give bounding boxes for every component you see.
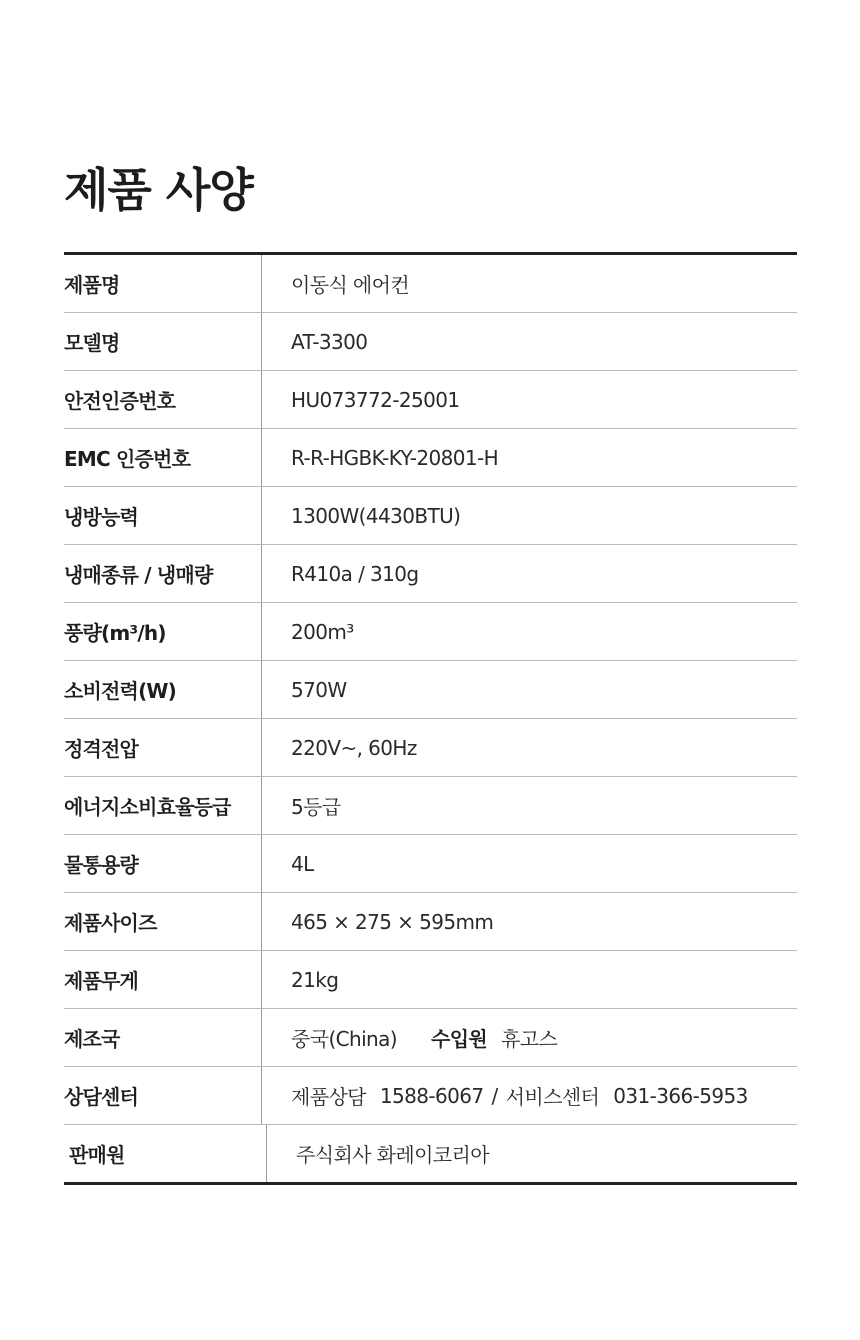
importer-value: 휴고스 — [501, 1027, 558, 1051]
spec-row-refrigerant — [64, 545, 797, 603]
spec-value: 200m³ — [291, 619, 354, 644]
spec-label: 판매원 — [64, 1125, 267, 1182]
spec-label: 제품사이즈 — [64, 893, 262, 950]
page-title: 제품 사양 — [64, 163, 253, 217]
origin-country: 중국(China) — [291, 1027, 397, 1051]
spec-row-origin — [64, 1009, 797, 1067]
spec-row-water-tank — [64, 835, 797, 893]
spec-value-support — [262, 1067, 797, 1124]
spec-row-power-consumption — [64, 661, 797, 719]
spec-label: EMC 인증번호 — [64, 429, 262, 486]
spec-label: 제조국 — [64, 1009, 262, 1066]
spec-value: HU073772-25001 — [291, 387, 460, 412]
spec-value: 220V~, 60Hz — [291, 735, 417, 760]
spec-row-cooling-capacity — [64, 487, 797, 545]
spec-value: 4L — [291, 851, 314, 876]
spec-value: 570W — [291, 677, 347, 702]
spec-value: R410a / 310g — [291, 561, 419, 586]
spec-label: 제품명 — [64, 255, 262, 312]
consult-label: 제품상담 — [291, 1085, 366, 1109]
spec-label: 안전인증번호 — [64, 371, 262, 428]
spec-value-origin — [262, 1009, 797, 1066]
spec-label: 물통용량 — [64, 835, 262, 892]
spec-row-rated-voltage — [64, 719, 797, 777]
spec-label: 제품무게 — [64, 951, 262, 1008]
spec-value: 1300W(4430BTU) — [291, 503, 461, 528]
spec-row-product-name — [64, 255, 797, 313]
spec-label: 에너지소비효율등급 — [64, 777, 262, 834]
spec-label: 정격전압 — [64, 719, 262, 776]
spec-label: 상담센터 — [64, 1067, 262, 1124]
spec-label: 소비전력(W) — [64, 661, 262, 718]
spec-label: 냉방능력 — [64, 487, 262, 544]
spec-value: 이동식 에어컨 — [291, 273, 410, 297]
importer-label: 수입원 — [430, 1027, 488, 1051]
spec-row-product-weight — [64, 951, 797, 1009]
spec-value: 5등급 — [291, 795, 341, 819]
spec-value: 21kg — [291, 967, 339, 992]
spec-row-energy-grade — [64, 777, 797, 835]
spec-row-safety-cert — [64, 371, 797, 429]
spec-value: R-R-HGBK-KY-20801-H — [291, 445, 499, 470]
service-number: 031-366-5953 — [613, 1083, 748, 1108]
spec-value: AT-3300 — [291, 329, 368, 354]
spec-row-emc-cert — [64, 429, 797, 487]
spec-row-model-name — [64, 313, 797, 371]
spec-row-support-center — [64, 1067, 797, 1125]
consult-number: 1588-6067 — [379, 1083, 484, 1108]
spec-label: 모델명 — [64, 313, 262, 370]
spec-label: 풍량(m³/h) — [64, 603, 262, 660]
spec-value: 주식회사 화레이코리아 — [296, 1143, 489, 1167]
spec-row-product-size — [64, 893, 797, 951]
separator: / — [491, 1083, 498, 1108]
spec-table — [64, 252, 797, 1185]
service-label: 서비스센터 — [505, 1085, 600, 1109]
spec-row-seller — [64, 1125, 797, 1182]
spec-row-airflow — [64, 603, 797, 661]
spec-label: 냉매종류 / 냉매량 — [64, 545, 262, 602]
spec-value: 465 × 275 × 595mm — [291, 909, 494, 934]
